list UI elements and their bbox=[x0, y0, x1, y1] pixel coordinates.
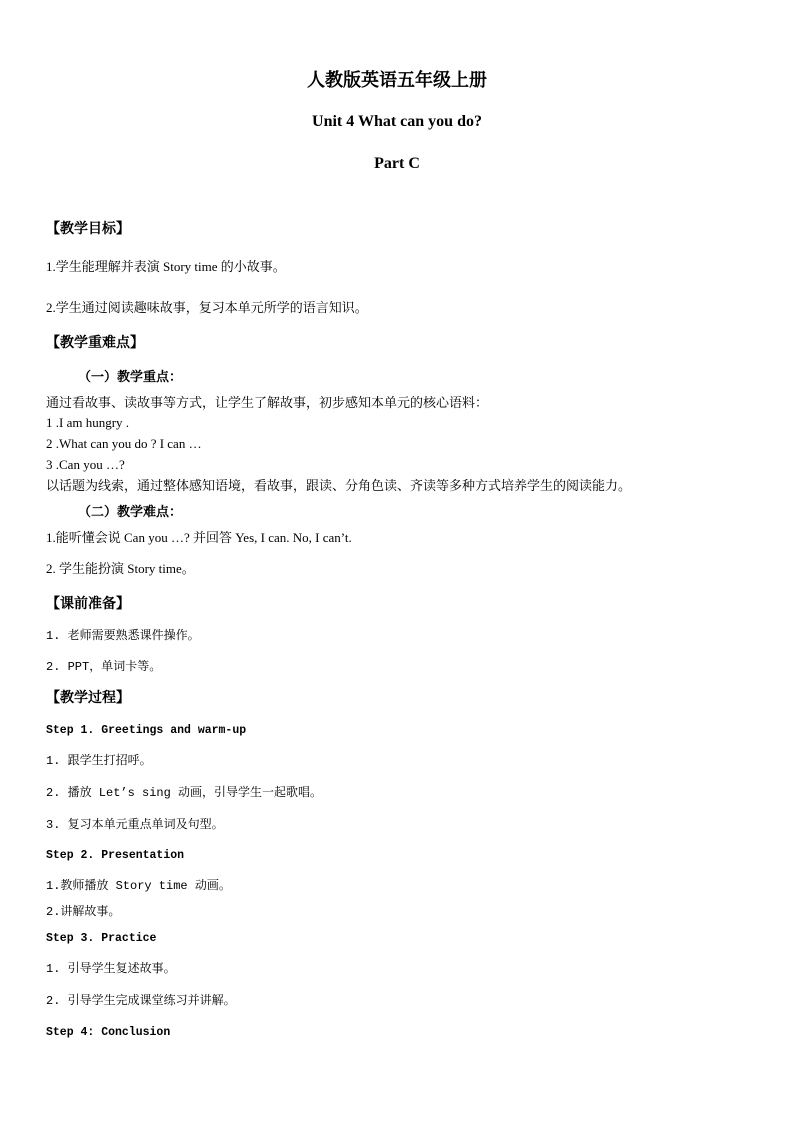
key-points-heading: 【教学重难点】 bbox=[46, 336, 144, 351]
step-4-title: Step 4: Conclusion bbox=[46, 1026, 171, 1039]
step-2-item-2: 2.讲解故事。 bbox=[46, 905, 121, 919]
document-title: 人教版英语五年级上册 bbox=[307, 70, 487, 90]
preparation-item-1: 1. 老师需要熟悉课件操作。 bbox=[46, 629, 200, 643]
focus-intro: 通过看故事、读故事等方式，让学生了解故事，初步感知本单元的核心语料： bbox=[46, 395, 489, 410]
focus-heading: （一）教学重点： bbox=[78, 369, 183, 384]
objectives-heading: 【教学目标】 bbox=[46, 222, 130, 237]
step-1-item-3: 3. 复习本单元重点单词及句型。 bbox=[46, 818, 224, 832]
difficulty-heading: （二）教学难点： bbox=[78, 504, 183, 519]
unit-title: Unit 4 What can you do? bbox=[312, 113, 482, 130]
step-1-item-1: 1. 跟学生打招呼。 bbox=[46, 754, 152, 768]
difficulty-item-1: 1.能听懂会说 Can you …? 并回答 Yes, I can. No, I can’t. bbox=[46, 530, 352, 545]
step-2-item-1: 1.教师播放 Story time 动画。 bbox=[46, 879, 231, 893]
focus-item-1: 1 .I am hungry . bbox=[46, 415, 130, 430]
focus-summary: 以话题为线索，通过整体感知语境，看故事，跟读、分角色读、齐读等多种方式培养学生的阅读能力。 bbox=[46, 478, 632, 493]
step-2-title: Step 2. Presentation bbox=[46, 849, 185, 862]
step-3-title: Step 3. Practice bbox=[46, 932, 157, 945]
focus-item-3: 3 .Can you …? bbox=[46, 457, 125, 472]
objective-item-2: 2.学生通过阅读趣味故事，复习本单元所学的语言知识。 bbox=[46, 300, 368, 315]
process-heading: 【教学过程】 bbox=[46, 691, 130, 706]
step-1-title: Step 1. Greetings and warm-up bbox=[46, 724, 247, 737]
focus-item-2: 2 .What can you do ? I can … bbox=[46, 436, 202, 451]
preparation-item-2: 2. PPT，单词卡等。 bbox=[46, 660, 162, 674]
objective-item-1: 1.学生能理解并表演 Story time 的小故事。 bbox=[46, 259, 286, 274]
step-3-item-2: 2. 引导学生完成课堂练习并讲解。 bbox=[46, 994, 236, 1008]
part-title: Part C bbox=[374, 155, 420, 172]
preparation-heading: 【课前准备】 bbox=[46, 597, 130, 612]
step-1-item-2: 2. 播放 Let’s sing 动画，引导学生一起歌唱。 bbox=[46, 786, 323, 800]
difficulty-item-2: 2. 学生能扮演 Story time。 bbox=[46, 561, 195, 576]
step-3-item-1: 1. 引导学生复述故事。 bbox=[46, 962, 176, 976]
